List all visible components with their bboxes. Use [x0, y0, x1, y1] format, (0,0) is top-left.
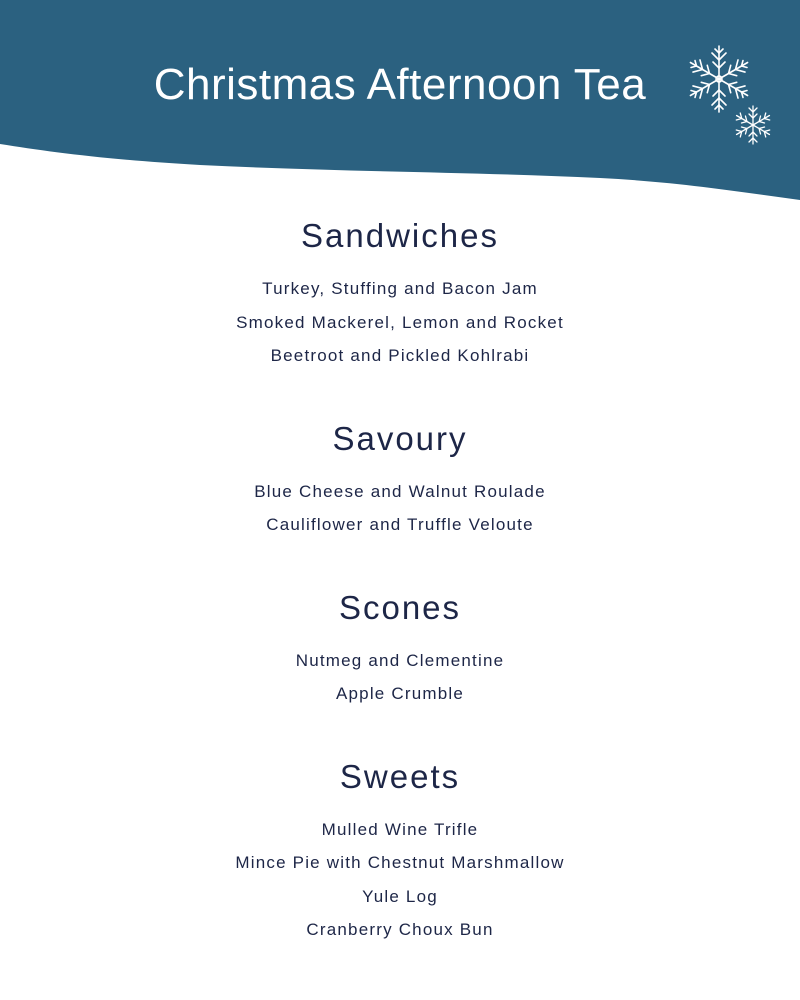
menu-section-sandwiches — [0, 214, 800, 373]
menu-section-savoury — [0, 417, 800, 542]
menu-item: Mulled Wine Trifle — [321, 819, 479, 839]
snowflake-small-icon — [733, 104, 773, 146]
header-banner — [0, 0, 800, 210]
menu-title: Christmas Afternoon Tea — [153, 60, 647, 109]
section-title: Sweets — [339, 757, 461, 795]
menu-item: Cranberry Choux Bun — [306, 920, 494, 939]
menu-item: Nutmeg and Clementine — [295, 650, 505, 670]
menu-item: Blue Cheese and Walnut Roulade — [254, 481, 546, 501]
menu-item: Cauliflower and Truffle Veloute — [266, 515, 534, 534]
section-title: Scones — [338, 588, 462, 626]
menu-item: Turkey, Stuffing and Bacon Jam — [262, 279, 538, 298]
menu-body — [0, 214, 800, 991]
menu-item: Apple Crumble — [335, 684, 465, 703]
menu-item: Smoked Mackerel, Lemon and Rocket — [236, 312, 564, 332]
section-title: Savoury — [332, 419, 468, 457]
menu-item: Yule Log — [362, 886, 438, 906]
section-title: Sandwiches — [301, 217, 499, 254]
menu-item: Mince Pie with Chestnut Marshmallow — [235, 853, 565, 872]
menu-section-sweets — [0, 755, 800, 947]
menu-item: Beetroot and Pickled Kohlrabi — [270, 346, 530, 365]
menu-section-scones — [0, 586, 800, 711]
